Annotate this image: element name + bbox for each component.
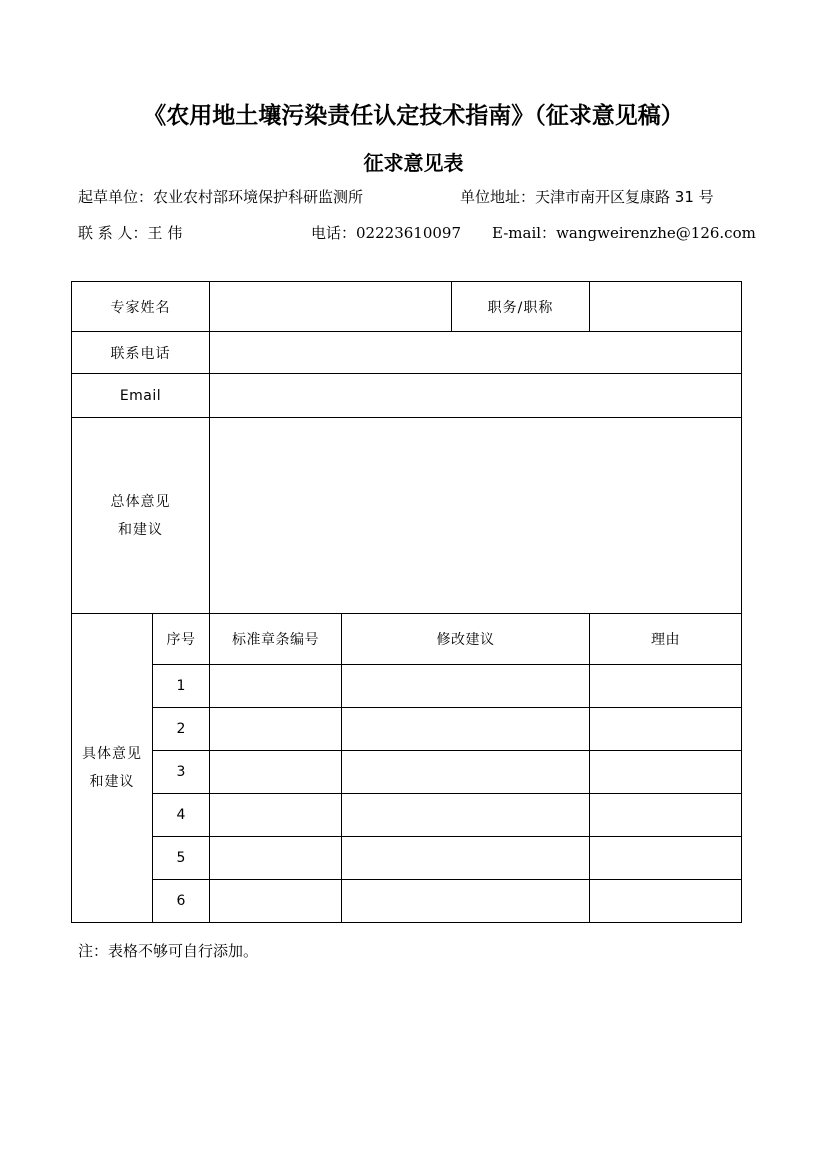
drafting-unit bbox=[78, 186, 363, 208]
table-row-contact-phone bbox=[72, 332, 742, 374]
contact-person bbox=[78, 222, 182, 244]
detail-index-4: 4 bbox=[153, 794, 210, 837]
detail-suggestion-3[interactable] bbox=[342, 751, 590, 794]
contact-phone-field[interactable] bbox=[210, 332, 742, 374]
detail-reason-3[interactable] bbox=[590, 751, 742, 794]
detail-reason-6[interactable] bbox=[590, 880, 742, 923]
column-header-suggestion: 修改建议 bbox=[342, 614, 590, 665]
contact-email bbox=[492, 222, 756, 244]
contact-phone-row-label: 联系电话 bbox=[72, 332, 210, 374]
detail-index-3: 3 bbox=[153, 751, 210, 794]
table-row bbox=[72, 708, 742, 751]
overall-opinion-label-line2: 和建议 bbox=[118, 521, 163, 538]
table-row-detail-headers bbox=[72, 614, 742, 665]
footer-note: 注：表格不够可自行添加。 bbox=[78, 942, 259, 960]
detail-clause-2[interactable] bbox=[210, 708, 342, 751]
contact-email-value: wangweirenzhe@126.com bbox=[556, 224, 756, 242]
contact-phone-label: 电话： bbox=[311, 224, 357, 242]
contact-phone-value: 02223610097 bbox=[356, 224, 461, 242]
email-field[interactable] bbox=[210, 374, 742, 418]
specific-opinion-label bbox=[72, 614, 153, 923]
expert-name-label: 专家姓名 bbox=[72, 282, 210, 332]
overall-opinion-field[interactable] bbox=[210, 418, 742, 614]
table-row bbox=[72, 837, 742, 880]
table-row-overall-opinion bbox=[72, 418, 742, 614]
position-title-label: 职务/职称 bbox=[452, 282, 590, 332]
detail-index-1: 1 bbox=[153, 665, 210, 708]
drafting-unit-value: 农业农村部环境保护科研监测所 bbox=[153, 188, 364, 206]
specific-opinion-label-line2: 和建议 bbox=[89, 774, 135, 790]
detail-index-5: 5 bbox=[153, 837, 210, 880]
table-row bbox=[72, 665, 742, 708]
detail-clause-6[interactable] bbox=[210, 880, 342, 923]
detail-index-6: 6 bbox=[153, 880, 210, 923]
detail-reason-2[interactable] bbox=[590, 708, 742, 751]
overall-opinion-label-line1: 总体意见 bbox=[110, 493, 171, 510]
detail-suggestion-1[interactable] bbox=[342, 665, 590, 708]
column-header-index: 序号 bbox=[153, 614, 210, 665]
detail-suggestion-2[interactable] bbox=[342, 708, 590, 751]
expert-name-field[interactable] bbox=[210, 282, 452, 332]
detail-suggestion-4[interactable] bbox=[342, 794, 590, 837]
drafting-unit-label: 起草单位： bbox=[78, 188, 154, 206]
contact-phone bbox=[311, 222, 461, 244]
detail-clause-1[interactable] bbox=[210, 665, 342, 708]
column-header-clause: 标准章条编号 bbox=[210, 614, 342, 665]
unit-address-label: 单位地址： bbox=[460, 188, 536, 206]
column-header-reason: 理由 bbox=[590, 614, 742, 665]
detail-reason-4[interactable] bbox=[590, 794, 742, 837]
email-row-label: Email bbox=[72, 374, 210, 418]
page-title: 《农用地土壤污染责任认定技术指南》（征求意见稿） bbox=[143, 103, 684, 129]
table-row bbox=[72, 794, 742, 837]
detail-reason-5[interactable] bbox=[590, 837, 742, 880]
detail-suggestion-5[interactable] bbox=[342, 837, 590, 880]
detail-clause-4[interactable] bbox=[210, 794, 342, 837]
page-subtitle: 征求意见表 bbox=[363, 151, 464, 175]
detail-clause-5[interactable] bbox=[210, 837, 342, 880]
feedback-form-table bbox=[71, 281, 742, 923]
position-title-field[interactable] bbox=[590, 282, 742, 332]
table-row bbox=[72, 880, 742, 923]
unit-address-value: 天津市南开区复康路 31 号 bbox=[535, 188, 714, 206]
detail-reason-1[interactable] bbox=[590, 665, 742, 708]
detail-suggestion-6[interactable] bbox=[342, 880, 590, 923]
specific-opinion-label-line1: 具体意见 bbox=[82, 746, 142, 762]
table-row-expert-name bbox=[72, 282, 742, 332]
unit-address bbox=[460, 186, 714, 208]
overall-opinion-label bbox=[72, 418, 210, 614]
table-row bbox=[72, 751, 742, 794]
contact-email-label: E-mail： bbox=[492, 224, 557, 242]
contact-person-value: 王 伟 bbox=[147, 224, 183, 242]
table-row-email bbox=[72, 374, 742, 418]
detail-clause-3[interactable] bbox=[210, 751, 342, 794]
contact-person-label: 联 系 人： bbox=[78, 224, 148, 242]
detail-index-2: 2 bbox=[153, 708, 210, 751]
